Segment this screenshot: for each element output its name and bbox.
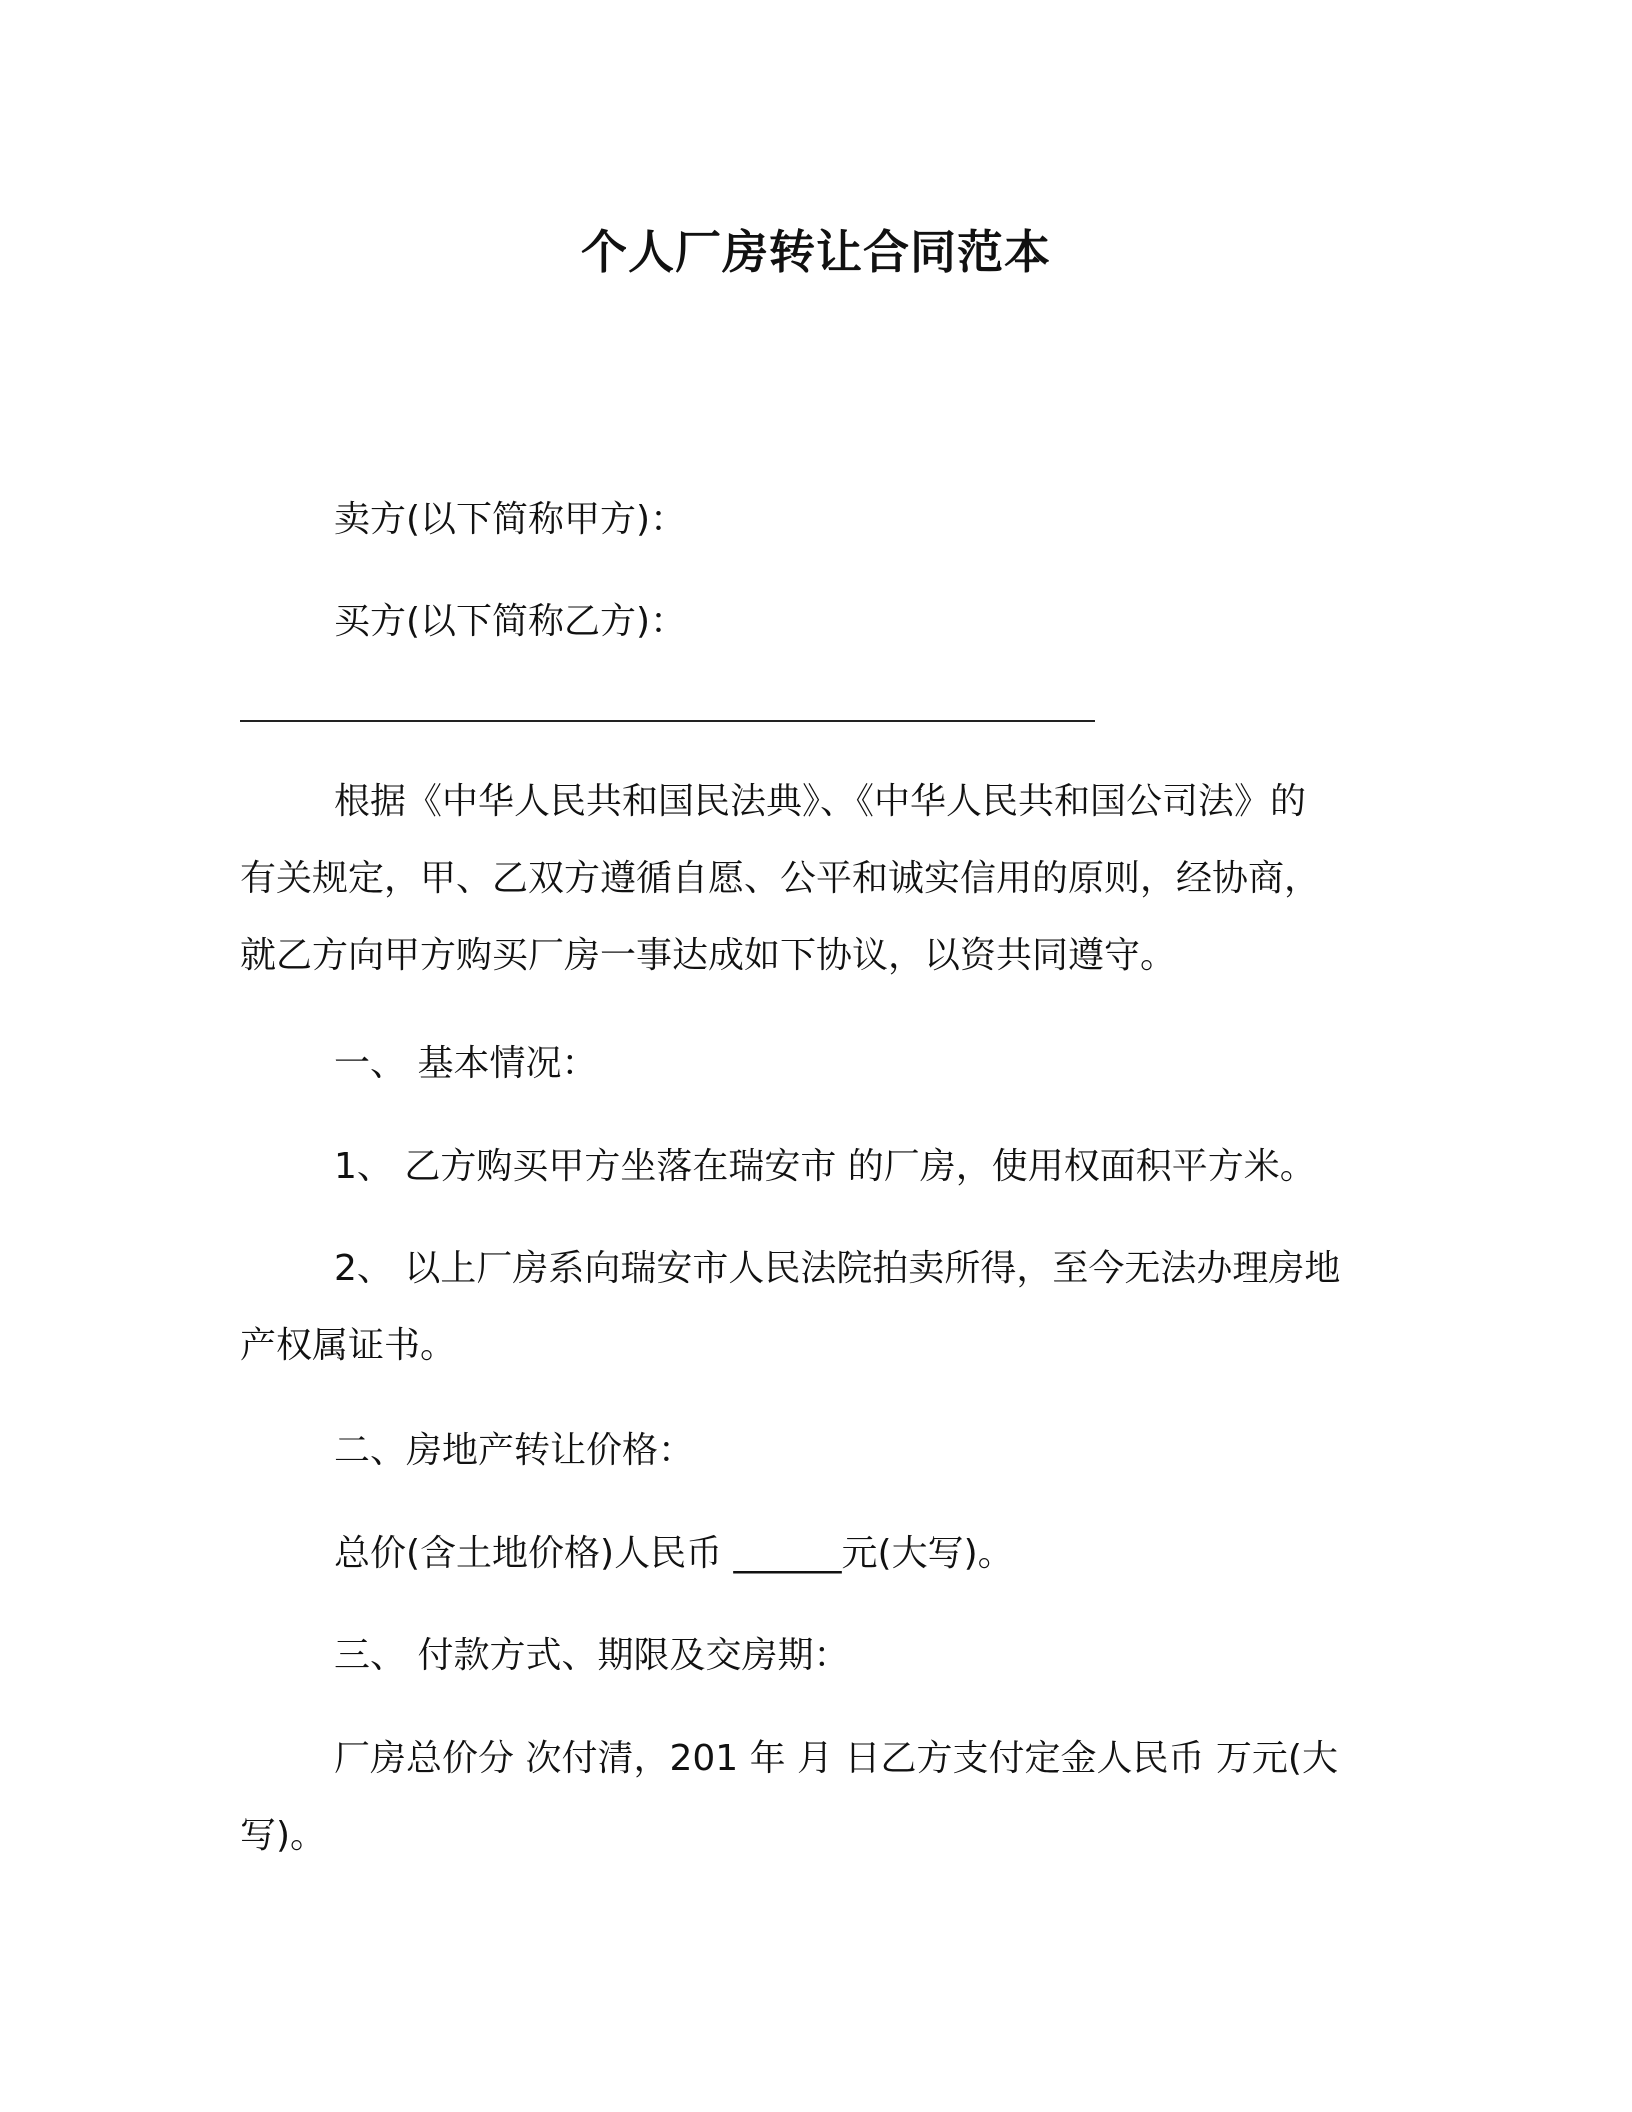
preamble-line-1: 根据《中华人民共和国民法典》、《中华人民共和国公司法》的: [334, 781, 1307, 822]
preamble-line-2: 有关规定，甲、乙双方遵循自愿、公平和诚实信用的原则，经协商，: [240, 858, 1321, 899]
section2-price: 总价(含土地价格)人民币 ______元(大写)。: [334, 1533, 1014, 1574]
seller-label: 卖方(以下简称甲方)：: [334, 499, 687, 540]
section1-item2-line-1: 2、 以上厂房系向瑞安市人民法院拍卖所得，至今无法办理房地: [334, 1248, 1341, 1289]
section3-heading: 三、 付款方式、期限及交房期：: [334, 1635, 850, 1676]
section3-payment-line-2: 写)。: [240, 1815, 327, 1856]
buyer-label: 买方(以下简称乙方)：: [334, 601, 687, 642]
section1-item1: 1、 乙方购买甲方坐落在瑞安市 的厂房，使用权面积平方米。: [334, 1146, 1316, 1187]
preamble-line-3: 就乙方向甲方购买厂房一事达成如下协议，以资共同遵守。: [240, 935, 1177, 976]
section2-heading: 二、房地产转让价格：: [334, 1430, 695, 1471]
document-title: 个人厂房转让合同范本: [581, 225, 1051, 279]
section1-heading: 一、 基本情况：: [334, 1043, 598, 1084]
section1-item2-line-2: 产权属证书。: [240, 1325, 457, 1366]
blank-underline: [240, 720, 1095, 722]
section3-payment-line-1: 厂房总价分 次付清，201 年 月 日乙方支付定金人民币 万元(大: [334, 1738, 1338, 1779]
